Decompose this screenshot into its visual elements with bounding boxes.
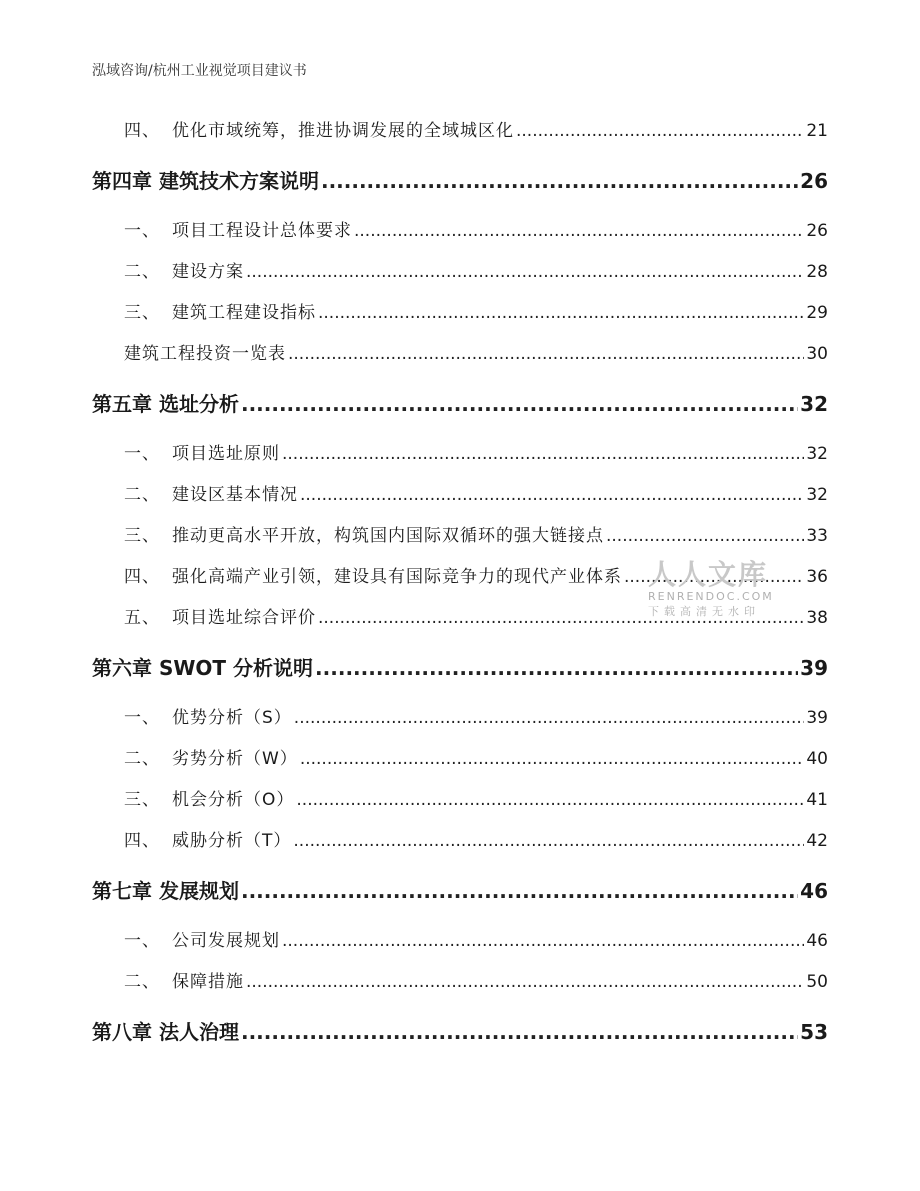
- toc-entry-title: 第四章 建筑技术方案说明: [92, 169, 319, 193]
- toc-entry-label: [92, 521, 604, 546]
- dot-leader: [246, 972, 804, 992]
- toc-entry-number: 三、: [124, 526, 160, 546]
- toc-entry-number: 二、: [124, 485, 160, 505]
- dot-leader: [241, 1020, 798, 1044]
- toc-section-entry[interactable]: [92, 744, 828, 785]
- toc-section-entry[interactable]: [92, 339, 828, 380]
- toc-entry-title: 项目选址原则: [172, 444, 280, 464]
- toc-entry-label: [92, 744, 298, 769]
- toc-entry-number: 四、: [124, 831, 160, 851]
- toc-section-entry[interactable]: [92, 521, 828, 562]
- page-header: 泓域咨询/杭州工业视觉项目建议书: [92, 63, 307, 79]
- toc-entry-label: [92, 703, 292, 728]
- toc-entry-title: 保障措施: [172, 972, 244, 992]
- toc-entry-page-number: 36: [806, 567, 828, 587]
- toc-entry-label: [92, 339, 286, 364]
- dot-leader: [300, 485, 804, 505]
- toc-section-entry[interactable]: [92, 116, 828, 157]
- toc-entry-label: [92, 298, 316, 323]
- toc-section-entry[interactable]: [92, 703, 828, 744]
- toc-entry-title: 建设方案: [172, 262, 244, 282]
- toc-entry-label: [92, 116, 514, 141]
- toc-entry-title: 第八章 法人治理: [92, 1020, 239, 1044]
- dot-leader: [293, 831, 804, 851]
- toc-entry-label: [92, 875, 239, 904]
- toc-entry-number: 五、: [124, 608, 160, 628]
- toc-entry-label: [92, 1016, 239, 1045]
- dot-leader: [300, 749, 805, 769]
- dot-leader: [282, 931, 804, 951]
- toc-entry-page-number: 30: [806, 344, 828, 364]
- watermark: [648, 560, 778, 620]
- toc-entry-title: 第五章 选址分析: [92, 392, 239, 416]
- toc-entry-label: [92, 439, 280, 464]
- toc-entry-page-number: 38: [806, 608, 828, 628]
- toc-entry-number: 一、: [124, 444, 160, 464]
- toc-chapter-entry[interactable]: [92, 165, 828, 208]
- toc-entry-number: 一、: [124, 931, 160, 951]
- toc-chapter-entry[interactable]: [92, 652, 828, 695]
- toc-section-entry[interactable]: [92, 926, 828, 967]
- toc-entry-title: 公司发展规划: [172, 931, 280, 951]
- toc-entry-page-number: 29: [806, 303, 828, 323]
- toc-entry-number: 二、: [124, 262, 160, 282]
- toc-entry-label: [92, 480, 298, 505]
- dot-leader: [296, 790, 804, 810]
- toc-entry-label: [92, 652, 313, 681]
- toc-chapter-entry[interactable]: [92, 388, 828, 431]
- dot-leader: [282, 444, 804, 464]
- toc-entry-page-number: 26: [806, 221, 828, 241]
- toc-entry-label: [92, 562, 622, 587]
- toc-entry-page-number: 21: [806, 121, 828, 141]
- dot-leader: [354, 221, 804, 241]
- dot-leader: [241, 392, 798, 416]
- toc-entry-title: 机会分析（O）: [172, 790, 295, 810]
- toc-entry-page-number: 53: [800, 1020, 828, 1044]
- watermark-title: 人人文库: [648, 558, 769, 591]
- toc-section-entry[interactable]: [92, 967, 828, 1008]
- toc-entry-label: [92, 257, 244, 282]
- toc-entry-label: [92, 165, 319, 194]
- toc-entry-title: 建设区基本情况: [172, 485, 298, 505]
- toc-entry-title: 建筑工程投资一览表: [124, 344, 286, 364]
- toc-entry-label: [92, 785, 294, 810]
- toc-entry-page-number: 32: [806, 485, 828, 505]
- toc-entry-number: 四、: [124, 121, 160, 141]
- dot-leader: [516, 121, 804, 141]
- toc-entry-title: 优势分析（S）: [172, 708, 292, 728]
- toc-entry-title: 强化高端产业引领，建设具有国际竞争力的现代产业体系: [172, 567, 622, 587]
- watermark-site: RENRENDOC.COM: [648, 590, 774, 603]
- dot-leader: [318, 303, 804, 323]
- toc-entry-label: [92, 826, 291, 851]
- toc-entry-label: [92, 603, 316, 628]
- toc-entry-page-number: 26: [800, 169, 828, 193]
- dot-leader: [294, 708, 805, 728]
- toc-entry-title: 第七章 发展规划: [92, 879, 239, 903]
- toc-section-entry[interactable]: [92, 480, 828, 521]
- toc-chapter-entry[interactable]: [92, 875, 828, 918]
- dot-leader: [241, 879, 798, 903]
- toc-entry-page-number: 32: [800, 392, 828, 416]
- toc-entry-page-number: 46: [800, 879, 828, 903]
- toc-entry-title: 建筑工程建设指标: [172, 303, 316, 323]
- toc-section-entry[interactable]: [92, 826, 828, 867]
- dot-leader: [315, 656, 798, 680]
- toc-section-entry[interactable]: [92, 785, 828, 826]
- toc-entry-number: 二、: [124, 972, 160, 992]
- toc-section-entry[interactable]: [92, 257, 828, 298]
- toc-section-entry[interactable]: [92, 216, 828, 257]
- toc-entry-page-number: 46: [806, 931, 828, 951]
- toc-entry-number: 二、: [124, 749, 160, 769]
- dot-leader: [246, 262, 804, 282]
- toc-entry-page-number: 28: [806, 262, 828, 282]
- dot-leader: [606, 526, 804, 546]
- toc-entry-label: [92, 967, 244, 992]
- toc-entry-page-number: 39: [806, 708, 828, 728]
- toc-section-entry[interactable]: [92, 439, 828, 480]
- dot-leader: [321, 169, 798, 193]
- toc-entry-title: 劣势分析（W）: [172, 749, 298, 769]
- toc-entry-number: 三、: [124, 303, 160, 323]
- toc-entry-label: [92, 216, 352, 241]
- dot-leader: [288, 344, 804, 364]
- watermark-subtitle: 下载高清无水印: [648, 605, 760, 618]
- toc-entry-page-number: 41: [806, 790, 828, 810]
- toc-entry-title: 优化市域统筹，推进协调发展的全域城区化: [172, 121, 514, 141]
- toc-entry-title: 威胁分析（T）: [172, 831, 292, 851]
- toc-entry-title: 推动更高水平开放，构筑国内国际双循环的强大链接点: [172, 526, 604, 546]
- toc-entry-title: 项目工程设计总体要求: [172, 221, 352, 241]
- toc-entry-title: 第六章 SWOT 分析说明: [92, 656, 314, 680]
- toc-entry-number: 三、: [124, 790, 160, 810]
- toc-entry-page-number: 40: [806, 749, 828, 769]
- toc-entry-page-number: 32: [806, 444, 828, 464]
- toc-entry-page-number: 42: [806, 831, 828, 851]
- toc-entry-label: [92, 926, 280, 951]
- toc-entry-number: 一、: [124, 708, 160, 728]
- toc-entry-page-number: 33: [806, 526, 828, 546]
- toc-chapter-entry[interactable]: [92, 1016, 828, 1059]
- toc-entry-label: [92, 388, 239, 417]
- toc-entry-number: 一、: [124, 221, 160, 241]
- toc-section-entry[interactable]: [92, 298, 828, 339]
- toc-entry-page-number: 50: [806, 972, 828, 992]
- toc-entry-title: 项目选址综合评价: [172, 608, 316, 628]
- toc-entry-number: 四、: [124, 567, 160, 587]
- toc-entry-page-number: 39: [800, 656, 828, 680]
